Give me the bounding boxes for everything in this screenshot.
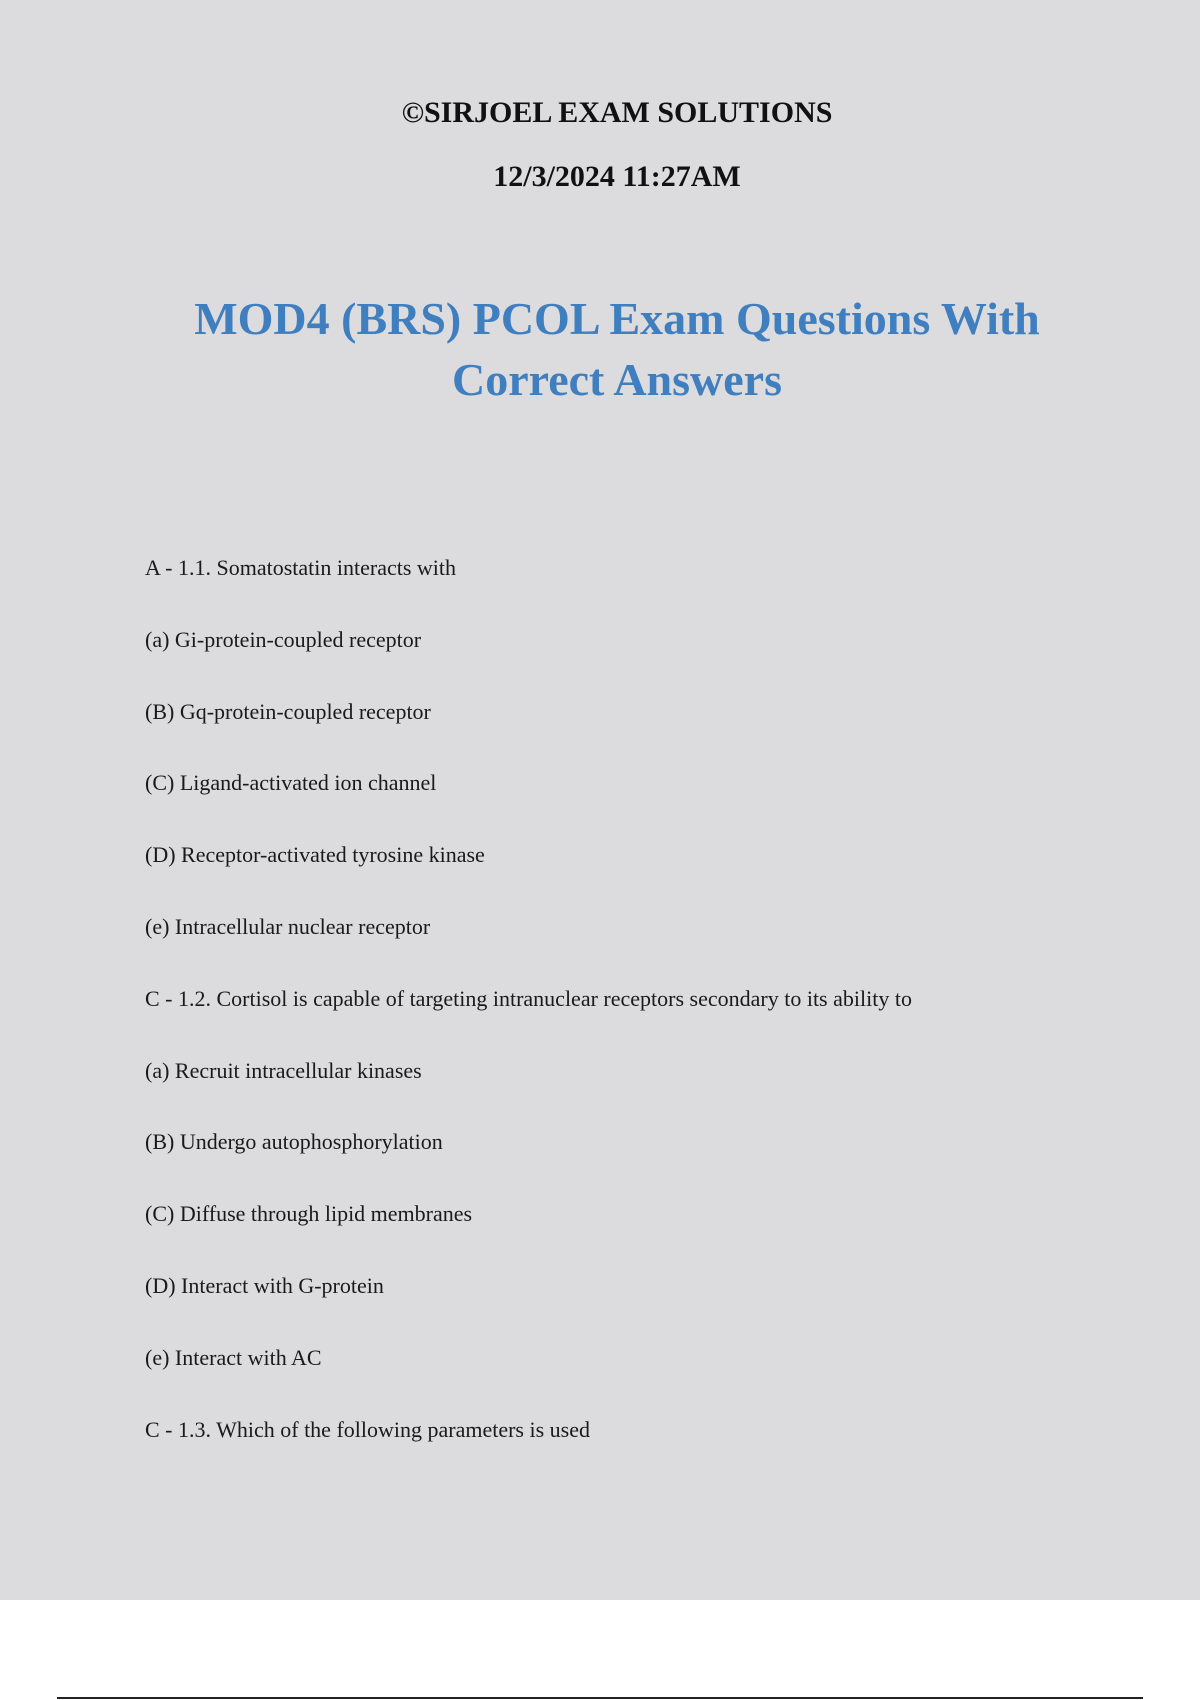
document-title: MOD4 (BRS) PCOL Exam Questions With Correct Answers (194, 293, 1040, 405)
question-3-stem: C - 1.3. Which of the following parameters is used (145, 1416, 590, 1442)
question-2-option-b: (B) Undergo autophosphorylation (145, 1129, 443, 1155)
question-2-stem: C - 1.2. Cortisol is capable of targeting intranuclear receptors secondary to its ability to (145, 985, 912, 1011)
question-2-option-c: (C) Diffuse through lipid membranes (145, 1201, 473, 1227)
question-2-option-a: (a) Recruit intracellular kinases (145, 1057, 422, 1083)
question-2-option-e: (e) Interact with AC (145, 1344, 322, 1370)
page-divider (57, 1697, 1143, 1699)
publisher-header: ©SIRJOEL EXAM SOLUTIONS (401, 96, 833, 129)
question-1-option-c: (C) Ligand-activated ion channel (145, 770, 437, 796)
question-1-option-d: (D) Receptor-activated tyrosine kinase (145, 842, 485, 868)
question-1-stem: A - 1.1. Somatostatin interacts with (145, 555, 457, 580)
question-1-option-e: (e) Intracellular nuclear receptor (145, 913, 431, 939)
question-1-option-b: (B) Gq-protein-coupled receptor (145, 698, 431, 724)
date-header: 12/3/2024 11:27AM (493, 160, 741, 193)
question-1-option-a: (a) Gi-protein-coupled receptor (145, 626, 422, 652)
question-2-option-d: (D) Interact with G-protein (145, 1272, 384, 1298)
question-list (145, 554, 1095, 1487)
